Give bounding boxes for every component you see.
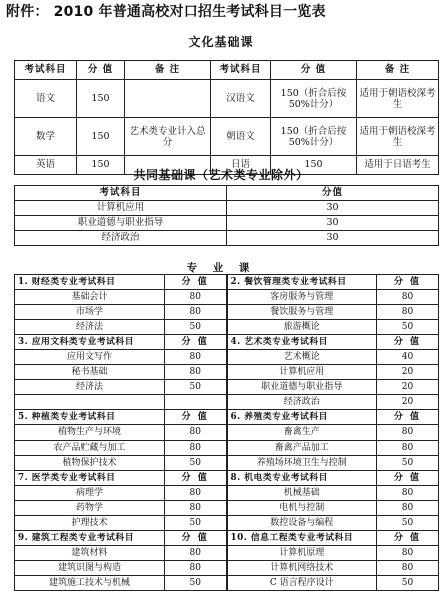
- table-cell: 汉语文: [211, 80, 271, 118]
- table-row: [15, 500, 439, 515]
- table-row: [15, 545, 439, 560]
- subject-cell: 计算机应用: [227, 365, 377, 380]
- table-row: [15, 560, 439, 575]
- page-title: 附件： 2010 年普通高校对口招生考试科目一览表: [6, 4, 326, 20]
- score-cell: 50: [377, 575, 439, 590]
- subject-cell: 秘书基础: [15, 365, 165, 380]
- table-cell: 150: [77, 156, 125, 175]
- score-cell: 50: [165, 575, 227, 590]
- subject-cell: 职业道德与职业指导: [227, 380, 377, 395]
- header-cell: 分 值: [271, 61, 357, 80]
- score-cell: 50: [377, 455, 439, 470]
- common-section-heading: 共同基础课（艺术类专业除外）: [133, 168, 309, 182]
- score-cell: 50: [165, 320, 227, 335]
- score-header-cell: 分 值: [165, 275, 227, 290]
- score-cell: 80: [377, 290, 439, 305]
- category-title-cell: 10. 信息工程类专业考试科目: [227, 530, 377, 545]
- table-cell: 数学: [15, 118, 77, 156]
- subject-cell: 建筑识图与构造: [15, 560, 165, 575]
- table-row: [15, 395, 439, 410]
- header-cell: 备 注: [357, 61, 439, 80]
- header-cell: 备 注: [125, 61, 211, 80]
- subject-cell: 经济政治: [227, 395, 377, 410]
- table-cell: 英语: [15, 156, 77, 175]
- score-cell: 80: [165, 365, 227, 380]
- table-cell: 适用于朝语校深考生: [357, 80, 439, 118]
- score-cell: 20: [377, 365, 439, 380]
- header-cell: 考试科目: [15, 186, 227, 201]
- subject-cell: 计算机原理: [227, 545, 377, 560]
- table-cell: 计算机应用: [15, 201, 227, 216]
- table-row: [15, 380, 439, 395]
- score-header-cell: 分 值: [165, 410, 227, 425]
- score-cell: 80: [165, 425, 227, 440]
- table-row: [15, 118, 439, 156]
- score-cell: 50: [377, 515, 439, 530]
- subject-cell: 经济法: [15, 320, 165, 335]
- culture-table: [14, 60, 439, 175]
- table-cell: 朝语文: [211, 118, 271, 156]
- score-cell: 80: [165, 485, 227, 500]
- score-cell: 80: [165, 440, 227, 455]
- score-cell: 50: [165, 380, 227, 395]
- category-header-row: [15, 335, 439, 350]
- score-cell: 80: [377, 545, 439, 560]
- table-cell: [125, 80, 211, 118]
- table-cell: 150（折合后按50%计分）: [271, 80, 357, 118]
- table-cell: 适用于日语考生: [357, 156, 439, 175]
- header-cell: 考试科目: [211, 61, 271, 80]
- subject-cell: 旅游概论: [227, 320, 377, 335]
- table-row: [15, 80, 439, 118]
- category-title-cell: 6. 养殖类专业考试科目: [227, 410, 377, 425]
- category-title-cell: 5. 种植类专业考试科目: [15, 410, 165, 425]
- category-header-row: [15, 470, 439, 485]
- table-header-row: [15, 186, 439, 201]
- subject-cell: 餐饮服务与管理: [227, 305, 377, 320]
- score-cell: 80: [377, 500, 439, 515]
- score-cell: 20: [377, 380, 439, 395]
- header-cell: 分 值: [77, 61, 125, 80]
- table-cell: 30: [227, 231, 439, 246]
- table-row: [15, 201, 439, 216]
- table-cell: 150: [271, 156, 357, 175]
- subject-cell: 植物保护技术: [15, 455, 165, 470]
- subject-cell: 药物学: [15, 500, 165, 515]
- category-header-row: [15, 410, 439, 425]
- score-header-cell: 分 值: [377, 470, 439, 485]
- subject-cell: 计算机网络技术: [227, 560, 377, 575]
- score-cell: 40: [377, 350, 439, 365]
- table-cell: 30: [227, 216, 439, 231]
- table-row: [15, 425, 439, 440]
- score-header-cell: 分 值: [377, 530, 439, 545]
- score-cell: 80: [165, 350, 227, 365]
- table-row: [15, 485, 439, 500]
- score-cell: 80: [377, 560, 439, 575]
- table-cell: 150（折合后按50%计分）: [271, 118, 357, 156]
- score-header-cell: 分 值: [377, 410, 439, 425]
- score-cell: [165, 395, 227, 410]
- major-table: [14, 274, 439, 591]
- table-cell: 适用于朝语校深考生: [357, 118, 439, 156]
- table-row: [15, 216, 439, 231]
- header-cell: 考试科目: [15, 61, 77, 80]
- score-cell: 50: [165, 515, 227, 530]
- subject-cell: 畜禽生产: [227, 425, 377, 440]
- score-cell: 80: [165, 560, 227, 575]
- table-row: [15, 455, 439, 470]
- table-cell: 150: [77, 118, 125, 156]
- subject-cell: 植物生产与环境: [15, 425, 165, 440]
- subject-cell: 农产品贮藏与加工: [15, 440, 165, 455]
- score-cell: 80: [377, 305, 439, 320]
- category-title-cell: 1. 财经类专业考试科目: [15, 275, 165, 290]
- score-header-cell: 分 值: [165, 470, 227, 485]
- score-cell: 80: [377, 425, 439, 440]
- table-cell: 150: [77, 80, 125, 118]
- table-row: [15, 440, 439, 455]
- table-row: [15, 320, 439, 335]
- table-cell: 日语: [211, 156, 271, 175]
- score-cell: 80: [165, 500, 227, 515]
- category-title-cell: 4. 艺术类专业考试科目: [227, 335, 377, 350]
- table-row: [15, 365, 439, 380]
- table-cell: 30: [227, 201, 439, 216]
- table-row: [15, 515, 439, 530]
- table-cell: 艺术类专业计入总分: [125, 118, 211, 156]
- common-table: [14, 185, 439, 246]
- subject-cell: 客房服务与管理: [227, 290, 377, 305]
- score-cell: 80: [165, 305, 227, 320]
- subject-cell: 病理学: [15, 485, 165, 500]
- score-header-cell: 分 值: [377, 275, 439, 290]
- score-cell: 50: [165, 455, 227, 470]
- subject-cell: [15, 395, 165, 410]
- table-cell: 职业道德与职业指导: [15, 216, 227, 231]
- subject-cell: 数控设备与编程: [227, 515, 377, 530]
- score-cell: 80: [377, 485, 439, 500]
- subject-cell: 护理技术: [15, 515, 165, 530]
- score-header-cell: 分 值: [377, 335, 439, 350]
- table-cell: 语文: [15, 80, 77, 118]
- score-cell: 80: [165, 290, 227, 305]
- header-cell: 分值: [227, 186, 439, 201]
- subject-cell: 应用文写作: [15, 350, 165, 365]
- subject-cell: 基础会计: [15, 290, 165, 305]
- culture-section-heading: 文化基础课: [188, 35, 254, 49]
- category-title-cell: 8. 机电类专业考试科目: [227, 470, 377, 485]
- category-title-cell: 2. 餐饮管理类专业考试科目: [227, 275, 377, 290]
- table-row: [15, 305, 439, 320]
- major-section-heading: 专 业 课: [186, 262, 256, 274]
- subject-cell: 市场学: [15, 305, 165, 320]
- table-header-row: [15, 61, 439, 80]
- table-row: [15, 350, 439, 365]
- subject-cell: 养殖场环境卫生与控制: [227, 455, 377, 470]
- subject-cell: 经济法: [15, 380, 165, 395]
- category-header-row: [15, 530, 439, 545]
- subject-cell: 建筑材料: [15, 545, 165, 560]
- table-row: [15, 575, 439, 590]
- subject-cell: C 语言程序设计: [227, 575, 377, 590]
- score-header-cell: 分 值: [165, 335, 227, 350]
- table-row: [15, 290, 439, 305]
- score-header-cell: 分 值: [165, 530, 227, 545]
- subject-cell: 艺术概论: [227, 350, 377, 365]
- category-title-cell: 7. 医学类专业考试科目: [15, 470, 165, 485]
- table-row: [15, 231, 439, 246]
- score-cell: 50: [377, 320, 439, 335]
- score-cell: 80: [165, 545, 227, 560]
- score-cell: 20: [377, 395, 439, 410]
- table-cell: 经济政治: [15, 231, 227, 246]
- category-title-cell: 9. 建筑工程类专业考试科目: [15, 530, 165, 545]
- category-title-cell: 3. 应用文科类专业考试科目: [15, 335, 165, 350]
- subject-cell: 畜禽产品加工: [227, 440, 377, 455]
- subject-cell: 建筑施工技术与机械: [15, 575, 165, 590]
- score-cell: 80: [377, 440, 439, 455]
- subject-cell: 电机与控制: [227, 500, 377, 515]
- category-header-row: [15, 275, 439, 290]
- subject-cell: 机械基础: [227, 485, 377, 500]
